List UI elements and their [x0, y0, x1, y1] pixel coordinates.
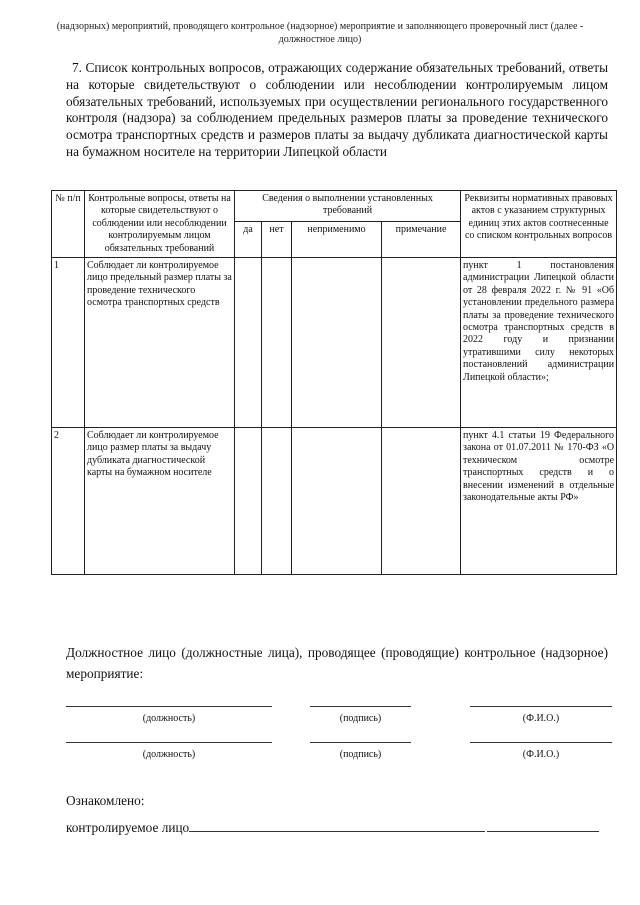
row-question: Соблюдает ли контролируемое лицо размер платы за выдачу дубликата диагностической карты на бумажном носителе	[85, 428, 235, 575]
header-num: № п/п	[52, 191, 85, 258]
table-header-row	[52, 191, 617, 222]
header-yes: да	[235, 222, 262, 258]
closing-text: Должностное лицо (должностные лица), проводящее (проводящие) контрольное (надзорное) мероприятие:	[66, 645, 608, 681]
answer-note-cell[interactable]	[382, 258, 461, 428]
checklist-table	[51, 190, 617, 575]
header-refs: Реквизиты нормативных правовых актов с указанием структурных единиц этих актов соотнесенные со списком контрольных вопросов	[461, 191, 617, 258]
row-num: 2	[52, 428, 85, 575]
answer-na-cell[interactable]	[292, 258, 382, 428]
answer-note-cell[interactable]	[382, 428, 461, 575]
header-na: неприменимо	[292, 222, 382, 258]
row-reference: пункт 1 постановления администрации Липецкой области от 28 февраля 2022 г. № 91 «Об установлении предельного размера платы за проведение технического осмотра транспортных средств в 2022 году и признании утратившими силу некоторых постановлений администрации Липецкой области»;	[461, 258, 617, 428]
header-no: нет	[262, 222, 292, 258]
signature-row	[66, 742, 612, 772]
section-heading: 7. Список контрольных вопросов, отражающих содержание обязательных требований, ответы на которые свидетельствуют о соблюдении или несоблюдении контролируемым лицом обязательных требований, используемых при осуществлении регионального государственного контроля (надзора) за соблюдением предельных размеров платы за проведение технического осмотра транспортных средств и размеров платы за выдачу дубликата диагностической карты на бумажном носителе на территории Липецкой области	[66, 60, 608, 159]
acknowledgement-fill-field[interactable]	[189, 819, 485, 832]
table-row	[52, 428, 617, 575]
header-compliance: Сведения о выполнении установленных требований	[235, 191, 461, 222]
signature-field[interactable]: (подпись)	[310, 742, 411, 771]
acknowledgement-signature-field[interactable]	[487, 819, 599, 832]
row-num: 1	[52, 258, 85, 428]
signature-row	[66, 706, 612, 736]
answer-yes-cell[interactable]	[235, 428, 262, 575]
signature-field[interactable]: (подпись)	[310, 706, 411, 735]
header-note: примечание	[382, 222, 461, 258]
acknowledgement-line	[66, 819, 611, 836]
header-questions: Контрольные вопросы, ответы на которые свидетельствуют о соблюдении или несоблюдении контролируемым лицом обязательных требований	[85, 191, 235, 258]
row-question: Соблюдает ли контролируемое лицо предельный размер платы за проведение технического осмотра транспортных средств	[85, 258, 235, 428]
table-row	[52, 258, 617, 428]
acknowledgement-label: контролируемое лицо	[66, 820, 190, 835]
position-field[interactable]: (должность)	[66, 742, 272, 771]
answer-yes-cell[interactable]	[235, 258, 262, 428]
header-note: (надзорных) мероприятий, проводящего контрольное (надзорное) мероприятие и заполняющего проверочный лист (далее - должностное лицо)	[56, 21, 584, 45]
answer-na-cell[interactable]	[292, 428, 382, 575]
position-field[interactable]: (должность)	[66, 706, 272, 735]
full-name-field[interactable]: (Ф.И.О.)	[470, 706, 612, 735]
answer-no-cell[interactable]	[262, 258, 292, 428]
row-reference: пункт 4.1 статьи 19 Федерального закона от 01.07.2011 № 170-ФЗ «О техническом осмотре транспортных средств и о внесении изменений в отдельные законодательные акты РФ»	[461, 428, 617, 575]
full-name-field[interactable]: (Ф.И.О.)	[470, 742, 612, 771]
answer-no-cell[interactable]	[262, 428, 292, 575]
acknowledgement-title: Ознакомлено:	[66, 793, 145, 808]
